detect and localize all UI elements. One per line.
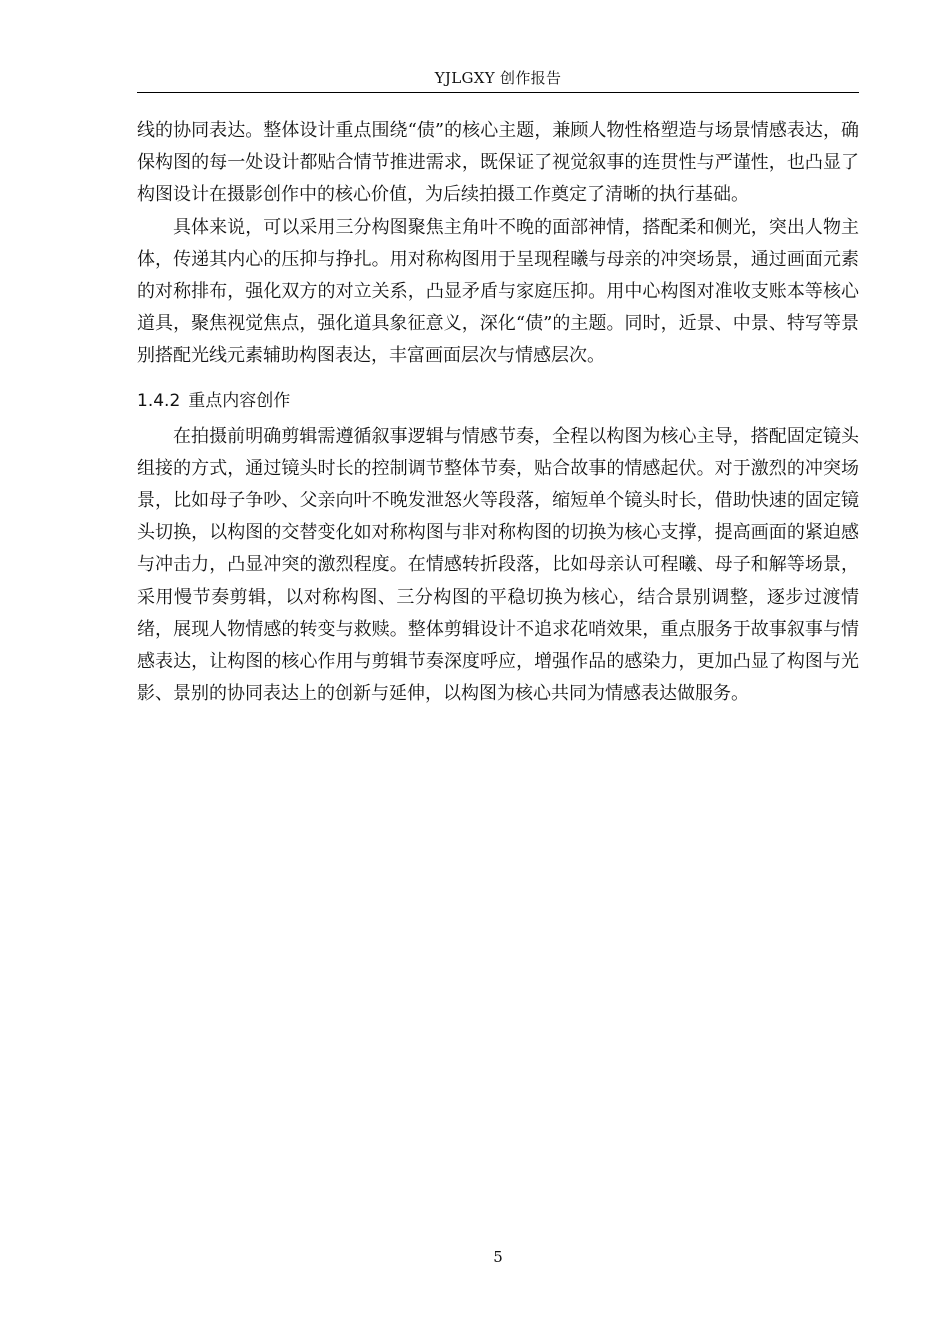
running-header: YJLGXY 创作报告 — [434, 69, 562, 87]
paragraph-editing-design: 在拍摄前明确剪辑需遵循叙事逻辑与情感节奏，全程以构图为核心主导，搭配固定镜头组接的方式，通过镜头时长的控制调节整体节奏，贴合故事的情感起伏。对于激烈的冲突场景，比如母子争吵、父亲向叶不晚发泄怒火等段落，缩短单个镜头时长，借助快速的固定镜头切换，以构图的交替变化如对称构图与非对称构图的切换为核心支撑，提高画面的紧迫感与冲击力，凸显冲突的激烈程度。在情感转折段落，比如母亲认可程曦、母子和解等场景，采用慢节奏剪辑，以对称构图、三分构图的平稳切换为核心，结合景别调整，逐步过渡情绪，展现人物情感的转变与救赎。整体剪辑设计不追求花哨效果，重点服务于故事叙事与情感表达，让构图的核心作用与剪辑节奏深度呼应，增强作品的感染力，更加凸显了构图与光影、景别的协同表达上的创新与延伸，以构图为核心共同为情感表达做服务。 — [137, 425, 859, 705]
paragraph-continuation: 线的协同表达。整体设计重点围绕“债”的核心主题，兼顾人物性格塑造与场景情感表达，确保构图的每一处设计都贴合情节推进需求，既保证了视觉叙事的连贯性与严谨性，也凸显了构图设计在摄影创作中的核心价值，为后续拍摄工作奠定了清晰的执行基础。 — [137, 120, 859, 206]
body-text — [137, 115, 859, 710]
section-number: 1.4.2 — [137, 390, 181, 411]
header-rule — [137, 92, 859, 93]
section-heading — [137, 389, 859, 413]
page-number: 5 — [493, 1248, 503, 1266]
paragraph-composition-details: 具体来说，可以采用三分构图聚焦主角叶不晚的面部神情，搭配柔和侧光，突出人物主体，传递其内心的压抑与挣扎。用对称构图用于呈现程曦与母亲的冲突场景，通过画面元素的对称排布，强化双方的对立关系，凸显矛盾与家庭压抑。用中心构图对准收支账本等核心道具，聚焦视觉焦点，强化道具象征意义，深化“债”的主题。同时，近景、中景、特写等景别搭配光线元素辅助构图表达，丰富画面层次与情感层次。 — [137, 216, 859, 367]
section-title: 重点内容创作 — [188, 390, 291, 411]
